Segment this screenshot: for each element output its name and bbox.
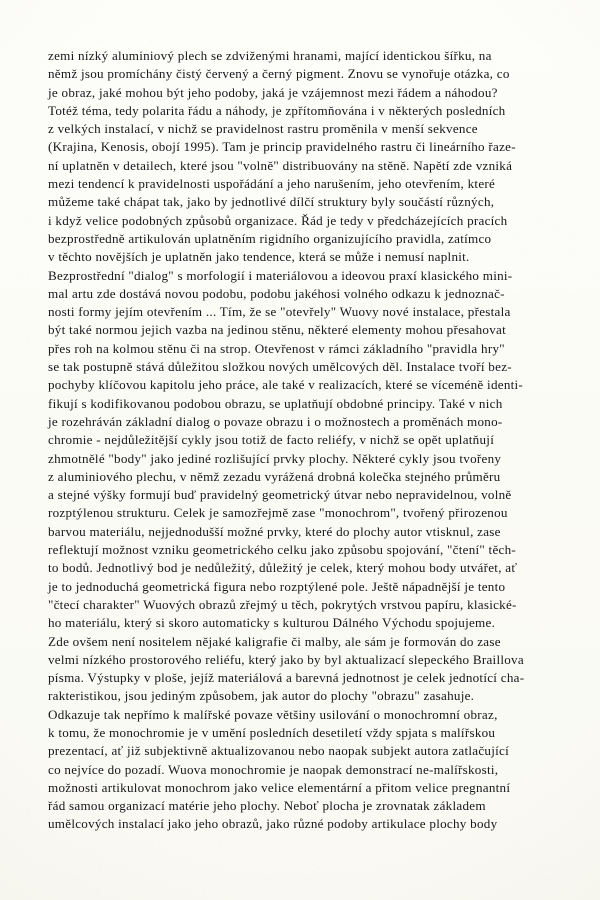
text-line: chromie - nejdůležitější cykly jsou totiž de facto reliéfy, v nichž se opět uplatňují [48,432,495,448]
text-line: Bezprostřední "dialog" s morfologií i materiálovou a ideovou praxí klasického mini- [48,267,513,283]
text-line: ho materiálu, který si skoro automaticky s kulturou Dálného Východu spojujeme. [48,615,496,631]
text-line: (Krajina, Kenosis, obojí 1995). Tam je princip pravidelného rastru či lineárního řaze- [48,139,516,155]
text-line: zemi nízký aluminiový plech se zdviženými hranami, mající identickou šířku, na [48,48,492,63]
text-line: fikují s kodifikovanou podobou obrazu, se uplatňují obdobné principy. Také v nich [48,395,503,411]
text-line: přes roh na kolmou stěnu či na strop. Otevřenost v rámci základního "pravidla hry" [48,340,505,356]
text-line: rakteristikou, jsou jediným způsobem, jak autor do plochy "obrazu" zasahuje. [48,688,475,704]
text-line: být také normou jejich vazba na jedinou stěnu, některé elementy mohou přesahovat [48,322,507,338]
body-text-block [48,47,531,834]
text-line: velmi nízkého prostorového reliéfu, který jako by byl aktualizací slepeckého Braillova [48,651,524,667]
text-line: k tomu, že monochromie je v umění posledních desetiletí vždy spjata s malířskou [48,724,496,740]
text-line: písma. Výstupky v ploše, jejíž materiálová a barevná jednotnost je celek jednotící cha- [48,670,525,686]
text-line: řád samou organizací matérie jeho plochy. Neboť plocha je zrovnatak základem [48,798,486,814]
text-line: co nejvíce do pozadí. Wuova monochromie je naopak demonstrací ne-malířskosti, [48,761,499,777]
text-line: ní uplatněn v detailech, které jsou "volně" distribuovány na stěně. Napětí zde vzniká [48,157,513,173]
text-line: Zde ovšem není nositelem nějaké kaligrafie či malby, ale sám je formován do zase [48,633,501,649]
text-line: mal artu zde dostává novou podobu, podobu jakéhosi volného odkazu k jednoznač- [48,285,505,301]
text-line: je obraz, jaké mohou být jeho podoby, jaká je vzájemnost mezi řádem a náhodou? [48,84,498,100]
text-line: je to jednoduchá geometrická figura nebo rozptýlené pole. Ještě nápadnější je tento [48,578,506,594]
text-line: prezentací, ať již subjektivně aktualizovanou nebo naopak subjekt autora zatlačující [48,743,509,759]
text-line: umělcových instalací jako jeho obrazů, jako různé podoby artikulace plochy body [48,816,498,832]
text-line: němž jsou promíchány čistý červený a černý pigment. Znovu se vynořuje otázka, co [48,66,510,82]
text-line: pochyby klíčovou kapitolu jeho práce, ale také v realizacích, které se víceméně identi- [48,377,524,393]
text-line: můžeme také chápat tak, jako by jednotlivé dílčí struktury byly součástí různých, [48,194,495,210]
text-line: a stejné výšky formují buď pravidelný geometrický útvar nebo nepravidelnou, volně [48,487,512,503]
text-line: je rozehráván základní dialog o povaze obrazu i o možnostech a proměnách mono- [48,413,503,429]
text-line: zhmotnělé "body" jako jediné rozlišující prvky plochy. Některé cykly jsou tvořeny [48,450,502,466]
text-line: Odkazuje tak nepřímo k malířské povaze většiny usilování o monochromní obraz, [48,706,498,722]
text-line: barvou materiálu, nejjednodušší možné prvky, které do plochy autor vtisknul, zase [48,523,501,539]
text-line: možnosti artikulovat monochrom jako velice elementární a přitom velice pregnantní [48,779,511,795]
text-line: v těchto novějších je uplatněn jako tendence, která se může i nemusí naplnit. [48,249,470,265]
text-line: to bodů. Jednotlivý bod je nedůležitý, důležitý je celek, který mohou body utvářet, ať [48,560,518,576]
text-line: mezi tendencí k pravidelnosti uspořádání a jeho narušením, jeho otevřením, které [48,176,496,192]
text-line: nosti formy jejím otevřením ... Tím, že se "otevřely" Wuovy nové instalace, přestala [48,304,511,320]
text-line: Totéž téma, tedy polarita řádu a náhody, je zpřítomňována i v některých posledních [48,102,506,118]
text-line: "čtecí charakter" Wuových obrazů zřejmý u těch, pokrytých vrstvou papíru, klasické- [48,596,517,612]
text-line: i když velice podobných způsobů organizace. Řád je tedy v předcházejících pracích [48,212,508,228]
text-line: z velkých instalací, v nichž se pravidelnost rastru proměnila v menší sekvence [48,121,478,137]
text-line: rozptýlenou strukturu. Celek je samozřejmě zase "monochrom", tvořený přirozenou [48,505,508,521]
text-line: se tak postupně stává důležitou složkou nových umělcových děl. Instalace tvoří bez- [48,359,512,375]
text-line: reflektují možnost vzniku geometrického celku jako způsobu spojování, "čtení" těch- [48,542,517,558]
text-line: z aluminiového plechu, v němž zezadu vyrážená drobná kolečka stejného průměru [48,468,501,484]
text-line: bezprostředně artikulován uplatněním rigidního organizujícího pravidla, zatímco [48,230,492,246]
